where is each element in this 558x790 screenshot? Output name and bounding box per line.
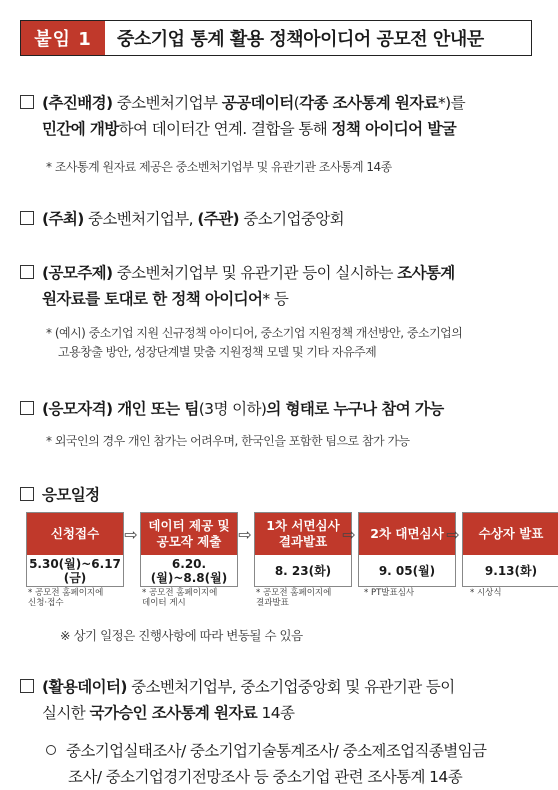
step-date: 8. 23(화) bbox=[255, 555, 351, 586]
step-date: 5.30(월)~6.17 (금) bbox=[27, 555, 123, 586]
checkbox-square-icon bbox=[20, 265, 34, 279]
attachment-tag: 붙임 1 bbox=[21, 21, 105, 55]
schedule-step bbox=[462, 512, 558, 587]
step-label: 수상자 발표 bbox=[463, 513, 558, 555]
background-note: * 조사통계 원자료 제공은 중소벤처기업부 및 유관기관 조사통계 14종 bbox=[46, 160, 392, 174]
arrow-right-icon: ⇨ bbox=[446, 525, 460, 544]
checkbox-square-icon bbox=[20, 487, 34, 501]
theme-note-2: 고용창출 방안, 성장단계별 맞춤 지원정책 모델 및 기타 자유주제 bbox=[58, 345, 377, 359]
arrow-right-icon: ⇨ bbox=[124, 525, 138, 544]
schedule-step bbox=[254, 512, 352, 587]
checkbox-square-icon bbox=[20, 95, 34, 109]
checkbox-square-icon bbox=[20, 211, 34, 225]
schedule-step bbox=[140, 512, 238, 587]
schedule-footnote: ※ 상기 일정은 진행사항에 따라 변동될 수 있음 bbox=[60, 628, 303, 643]
theme-note-1: * (예시) 중소기업 지원 신규정책 아이디어, 중소기업 지원정책 개선방안, 중소기업의 bbox=[46, 326, 463, 340]
step-note: * 공모전 홈페이지에 결과발표 bbox=[256, 588, 332, 608]
step-note: * 시상식 bbox=[470, 588, 502, 598]
schedule-step bbox=[26, 512, 124, 587]
eligibility-note: * 외국인의 경우 개인 참가는 어려우며, 한국인을 포함한 팀으로 참가 가능 bbox=[46, 434, 410, 448]
step-note: * PT발표심사 bbox=[364, 588, 415, 598]
page-header bbox=[20, 20, 532, 56]
step-label: 신청접수 bbox=[27, 513, 123, 555]
section-theme: (공모주제) 중소벤처기업부 및 유관기관 등이 실시하는 조사통계 원자료를 토대로 한 정책 아이디어* 등 bbox=[20, 260, 540, 312]
section-eligibility: (응모자격) 개인 또는 팀(3명 이하)의 형태로 누구나 참여 가능 bbox=[20, 396, 540, 422]
schedule-step bbox=[358, 512, 456, 587]
arrow-right-icon: ⇨ bbox=[238, 525, 252, 544]
step-label: 데이터 제공 및 공모작 제출 bbox=[141, 513, 237, 555]
section-data-used: (활용데이터) 중소벤처기업부, 중소기업중앙회 및 유관기관 등이 실시한 국가승인 조사통계 원자료 14종 bbox=[20, 674, 540, 726]
circle-bullet-icon bbox=[46, 745, 56, 755]
step-label: 1차 서면심사 결과발표 bbox=[255, 513, 351, 555]
step-note: * 공모전 홈페이지에 신청·접수 bbox=[28, 588, 104, 608]
step-label: 2차 대면심사 bbox=[359, 513, 455, 555]
checkbox-square-icon bbox=[20, 679, 34, 693]
page-title: 중소기업 통계 활용 정책아이디어 공모전 안내문 bbox=[117, 29, 484, 50]
data-used-sublist: 중소기업실태조사/ 중소기업기술통계조사/ 중소제조업직종별임금 조사/ 중소기업경기전망조사 등 중소기업 관련 조사통계 14종 bbox=[46, 738, 546, 790]
step-date: 6.20.(월)~8.8(월) bbox=[141, 555, 237, 586]
section-host: (주최) 중소벤처기업부, (주관) 중소기업중앙회 bbox=[20, 206, 540, 232]
step-date: 9. 05(월) bbox=[359, 555, 455, 586]
checkbox-square-icon bbox=[20, 401, 34, 415]
section-background: (추진배경) 중소벤처기업부 공공데이터(각종 조사통계 원자료*)를 민간에 개방하여 데이터간 연계. 결합을 통해 정책 아이디어 발굴 bbox=[20, 90, 540, 142]
section-schedule: 응모일정 bbox=[20, 482, 540, 508]
arrow-right-icon: ⇨ bbox=[342, 525, 356, 544]
step-date: 9.13(화) bbox=[463, 555, 558, 586]
step-note: * 공모전 홈페이지에 데이터 게시 bbox=[142, 588, 218, 608]
